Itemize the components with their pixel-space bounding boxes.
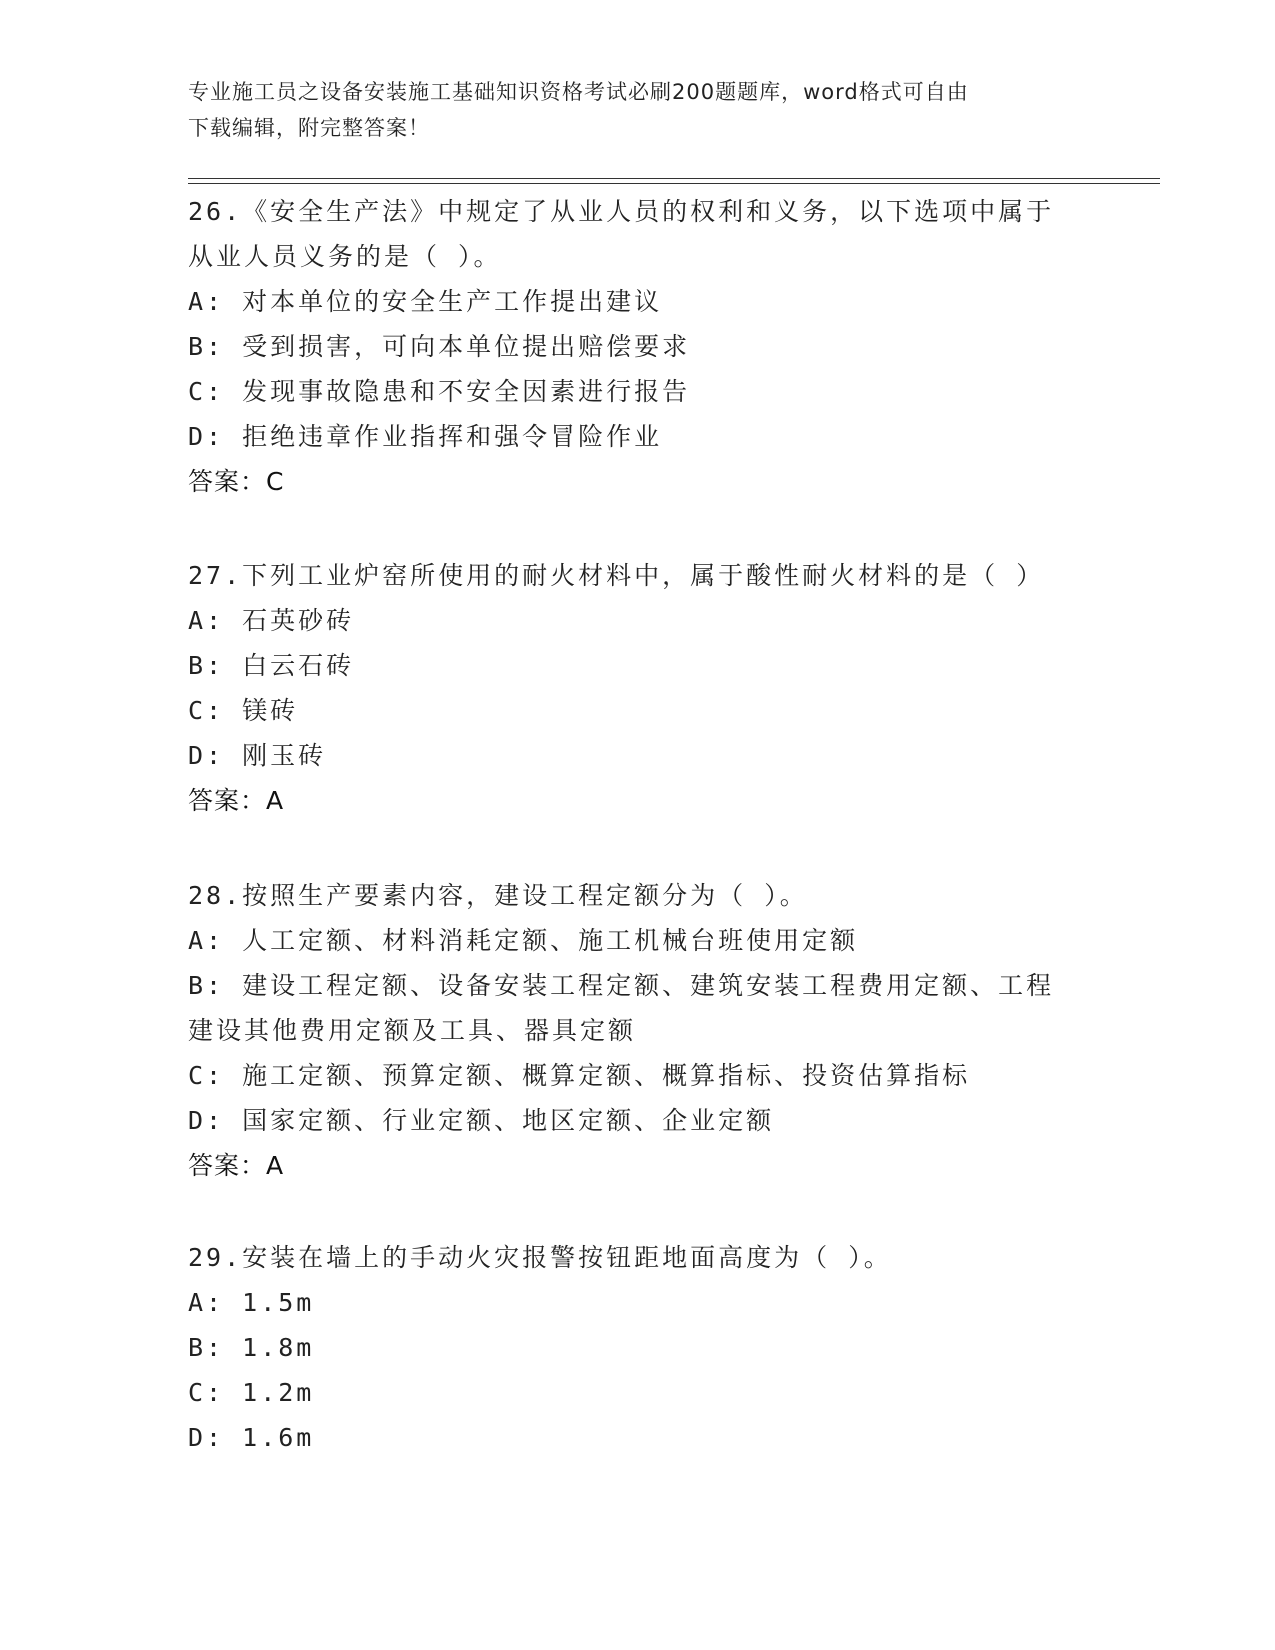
option-c: C: 1.2m	[188, 1378, 315, 1407]
header-line-1: 专业施工员之设备安装施工基础知识资格考试必刷200题题库，word格式可自由	[188, 80, 969, 104]
header-divider-bottom	[188, 183, 1160, 184]
question-28	[188, 873, 1088, 1188]
header-line-2: 下载编辑，附完整答案！	[188, 116, 430, 140]
question-stem: 27.下列工业炉窑所使用的耐火材料中，属于酸性耐火材料的是（ ）	[188, 561, 1045, 590]
question-stem: 29.安装在墙上的手动火灾报警按钮距地面高度为（ ）。	[188, 1243, 892, 1272]
option-d: D: 拒绝违章作业指挥和强令冒险作业	[188, 422, 663, 451]
option-b-continued: 建设其他费用定额及工具、器具定额	[188, 1016, 637, 1045]
option-b: B: 建设工程定额、设备安装工程定额、建筑安装工程费用定额、工程	[188, 971, 1055, 1000]
question-27	[188, 553, 1088, 823]
option-b: B: 白云石砖	[188, 651, 355, 680]
option-b: B: 1.8m	[188, 1333, 315, 1362]
option-a: A: 对本单位的安全生产工作提出建议	[188, 287, 663, 316]
question-stem: 28.按照生产要素内容，建设工程定额分为（ ）。	[188, 881, 808, 910]
answer-label: 答案：A	[188, 1151, 285, 1180]
question-stem: 26.《安全生产法》中规定了从业人员的权利和义务，以下选项中属于	[188, 197, 1055, 226]
question-29	[188, 1235, 1088, 1460]
option-c: C: 镁砖	[188, 696, 299, 725]
option-d: D: 刚玉砖	[188, 741, 327, 770]
answer-label: 答案：C	[188, 467, 285, 496]
option-c: C: 发现事故隐患和不安全因素进行报告	[188, 377, 691, 406]
option-b: B: 受到损害，可向本单位提出赔偿要求	[188, 332, 691, 361]
question-26	[188, 189, 1088, 504]
option-a: A: 石英砂砖	[188, 606, 355, 635]
option-a: A: 1.5m	[188, 1288, 315, 1317]
option-c: C: 施工定额、预算定额、概算定额、概算指标、投资估算指标	[188, 1061, 971, 1090]
option-d: D: 1.6m	[188, 1423, 315, 1452]
document-header	[188, 74, 1068, 146]
answer-label: 答案：A	[188, 786, 285, 815]
header-divider-top	[188, 178, 1160, 179]
option-a: A: 人工定额、材料消耗定额、施工机械台班使用定额	[188, 926, 859, 955]
question-stem-continued: 从业人员义务的是（ ）。	[188, 242, 502, 271]
option-d: D: 国家定额、行业定额、地区定额、企业定额	[188, 1106, 775, 1135]
